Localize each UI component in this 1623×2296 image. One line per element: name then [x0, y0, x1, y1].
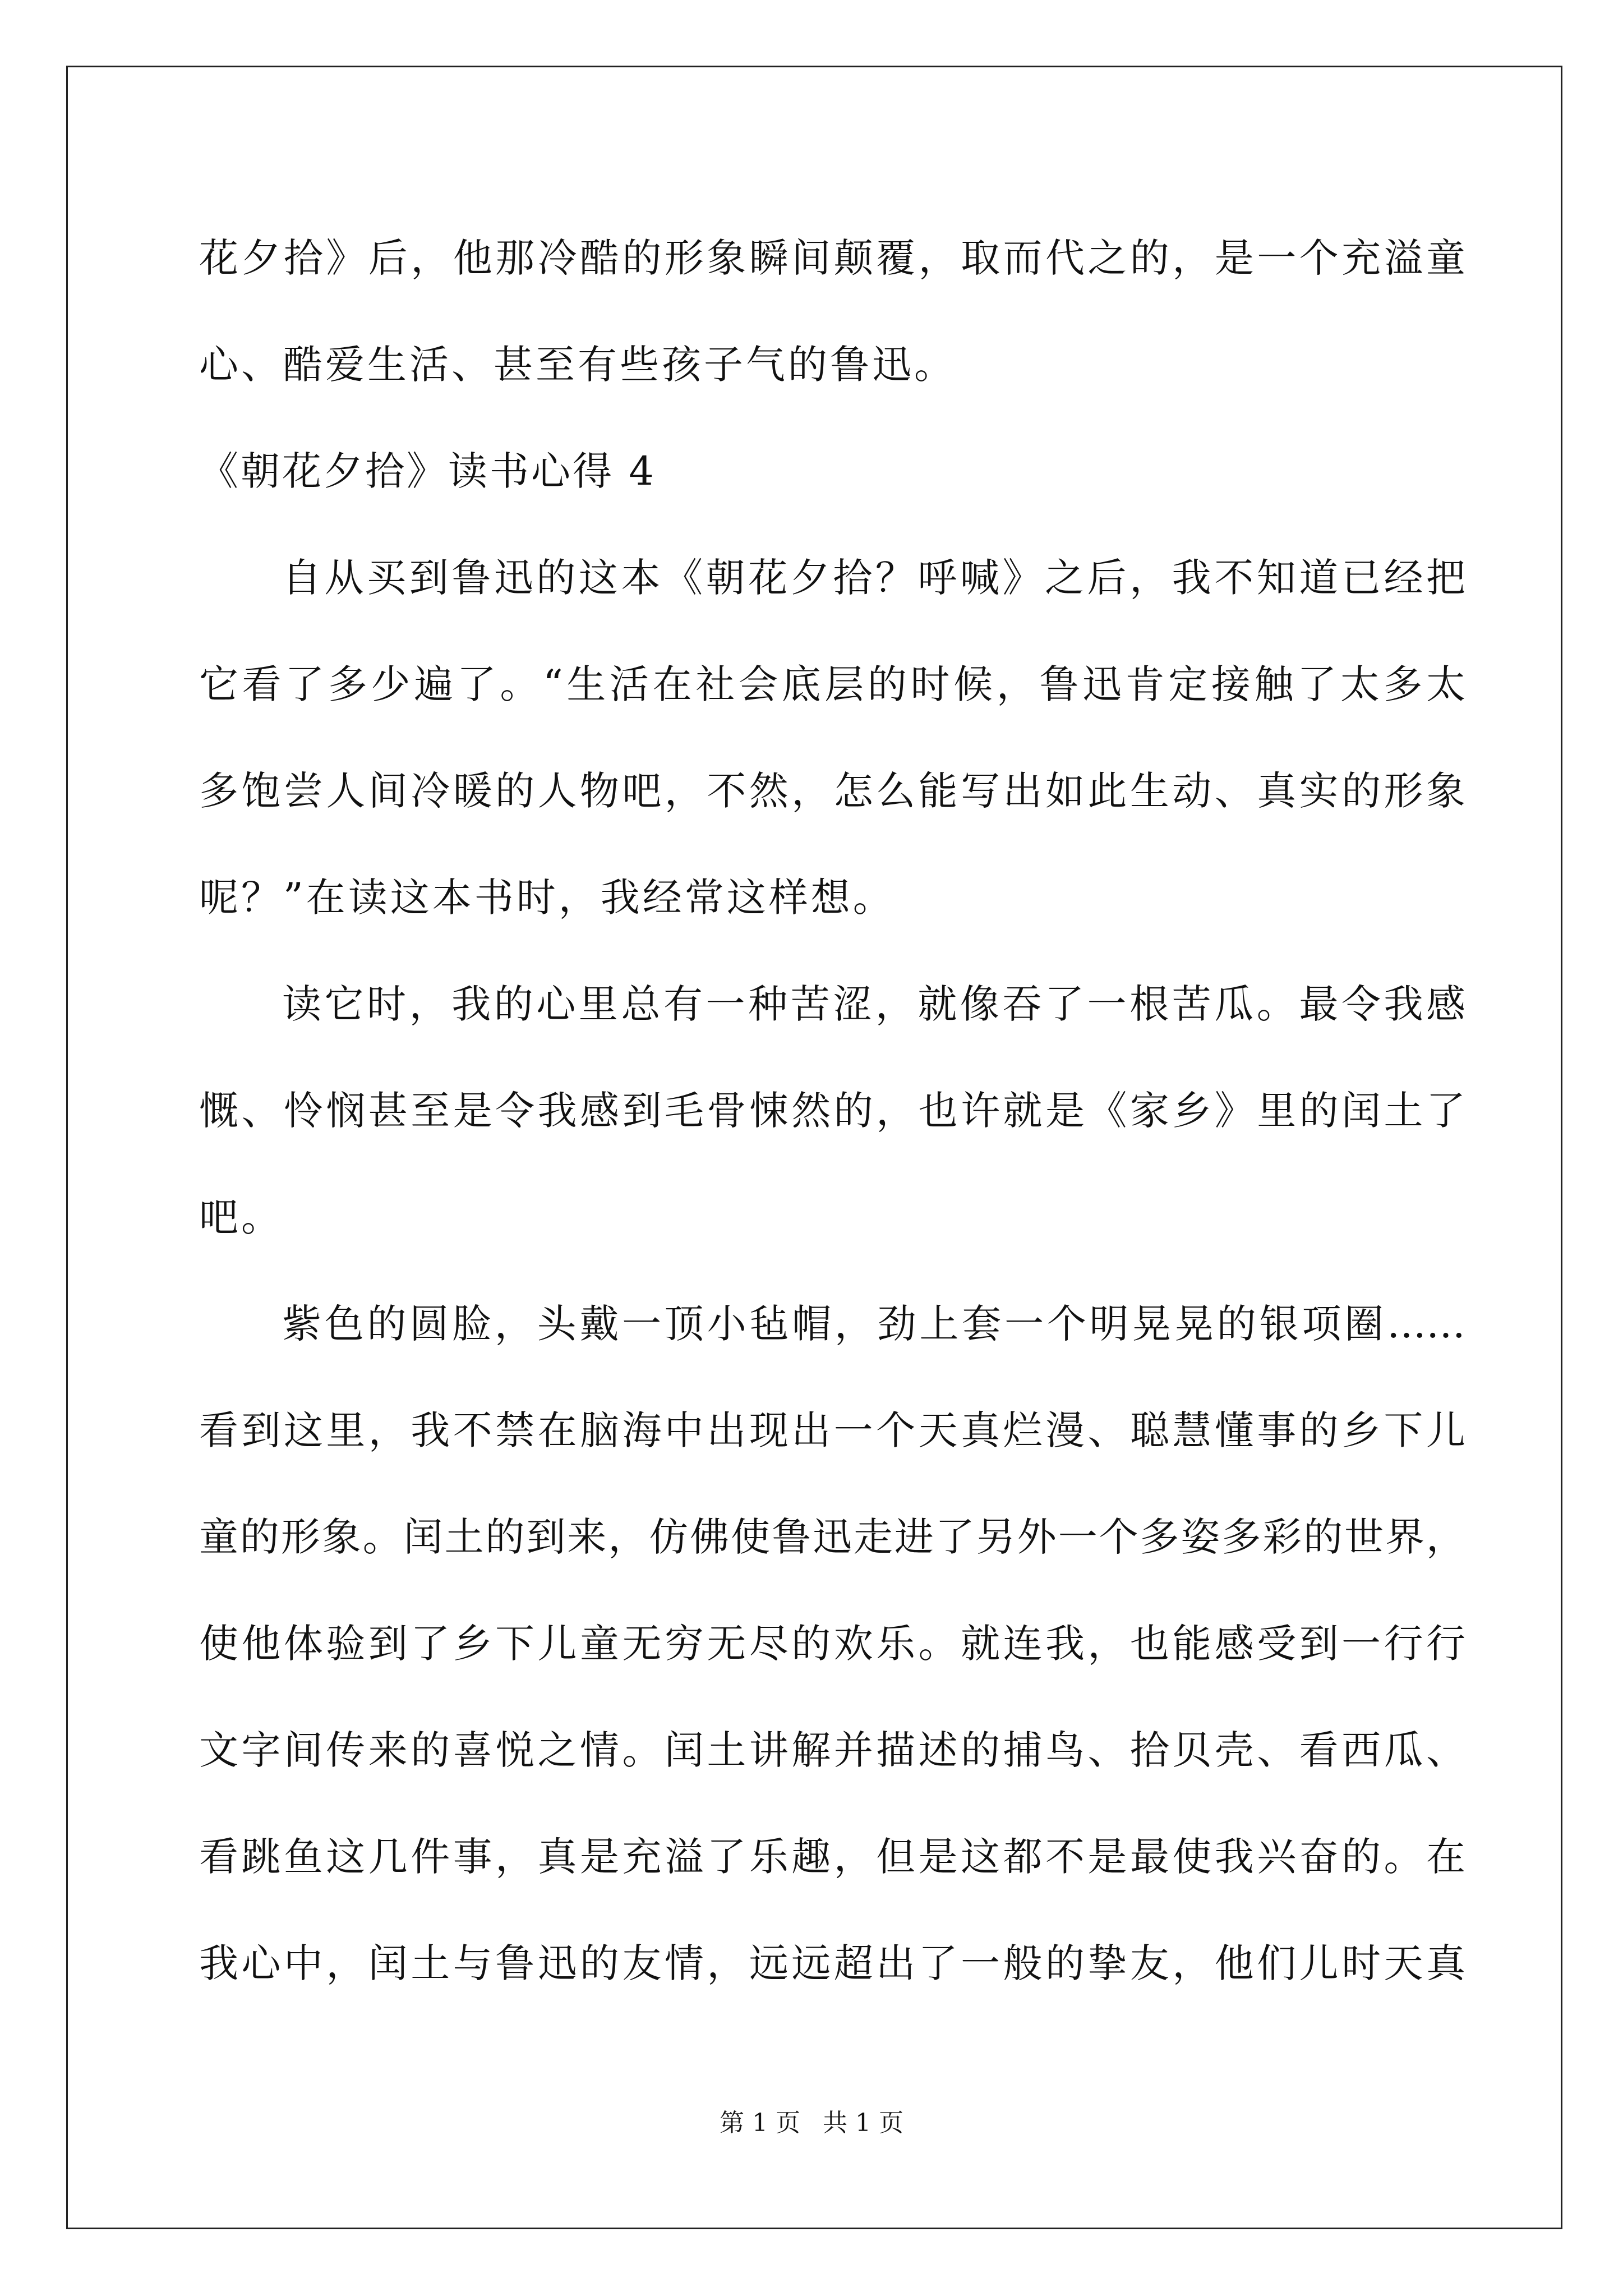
page-number: 第 1 页: [720, 2109, 800, 2137]
page-footer: [0, 2106, 1623, 2140]
text-line: 使他体验到了乡下儿童无穷无尽的欢乐。就连我，也能感受到一行行: [199, 1621, 1465, 1667]
text-line: 花夕拾》后，他那冷酷的形象瞬间颠覆，取而代之的，是一个充溢童: [199, 235, 1465, 281]
text-line: 童的形象。闰土的到来，仿佛使鲁迅走进了另外一个多姿多彩的世界，: [199, 1514, 1465, 1560]
text-line: 自从买到鲁迅的这本《朝花夕拾？呼喊》之后，我不知道已经把: [282, 555, 1465, 601]
text-line: 文字间传来的喜悦之情。闰土讲解并描述的捕鸟、拾贝壳、看西瓜、: [199, 1727, 1465, 1773]
text-line: 多饱尝人间冷暖的人物吧，不然，怎么能写出如此生动、真实的形象: [199, 768, 1465, 814]
document-body: [199, 205, 1465, 2017]
text-line: 紫色的圆脸，头戴一顶小毡帽，劲上套一个明晃晃的银项圈……: [282, 1301, 1465, 1347]
text-line: 它看了多少遍了。“生活在社会底层的时候，鲁迅肯定接触了太多太: [199, 661, 1465, 707]
text-line: 读它时，我的心里总有一种苦涩，就像吞了一根苦瓜。最令我感: [282, 981, 1465, 1027]
text-line: 看到这里，我不禁在脑海中出现出一个天真烂漫、聪慧懂事的乡下儿: [199, 1407, 1465, 1453]
text-line: 吧。: [199, 1194, 283, 1240]
text-line: 心、酷爱生活、甚至有些孩子气的鲁迅。: [199, 342, 956, 388]
page-count: 共 1 页: [823, 2109, 903, 2137]
text-line: 呢？”在读这本书时，我经常这样想。: [199, 875, 895, 921]
section-heading: 《朝花夕拾》读书心得 4: [199, 448, 656, 494]
text-line: 看跳鱼这几件事，真是充溢了乐趣，但是这都不是最使我兴奋的。在: [199, 1834, 1465, 1880]
text-line: 我心中，闰土与鲁迅的友情，远远超出了一般的挚友，他们儿时天真: [199, 1940, 1465, 1986]
text-line: 慨、怜悯甚至是令我感到毛骨悚然的，也许就是《家乡》里的闰土了: [199, 1088, 1465, 1134]
